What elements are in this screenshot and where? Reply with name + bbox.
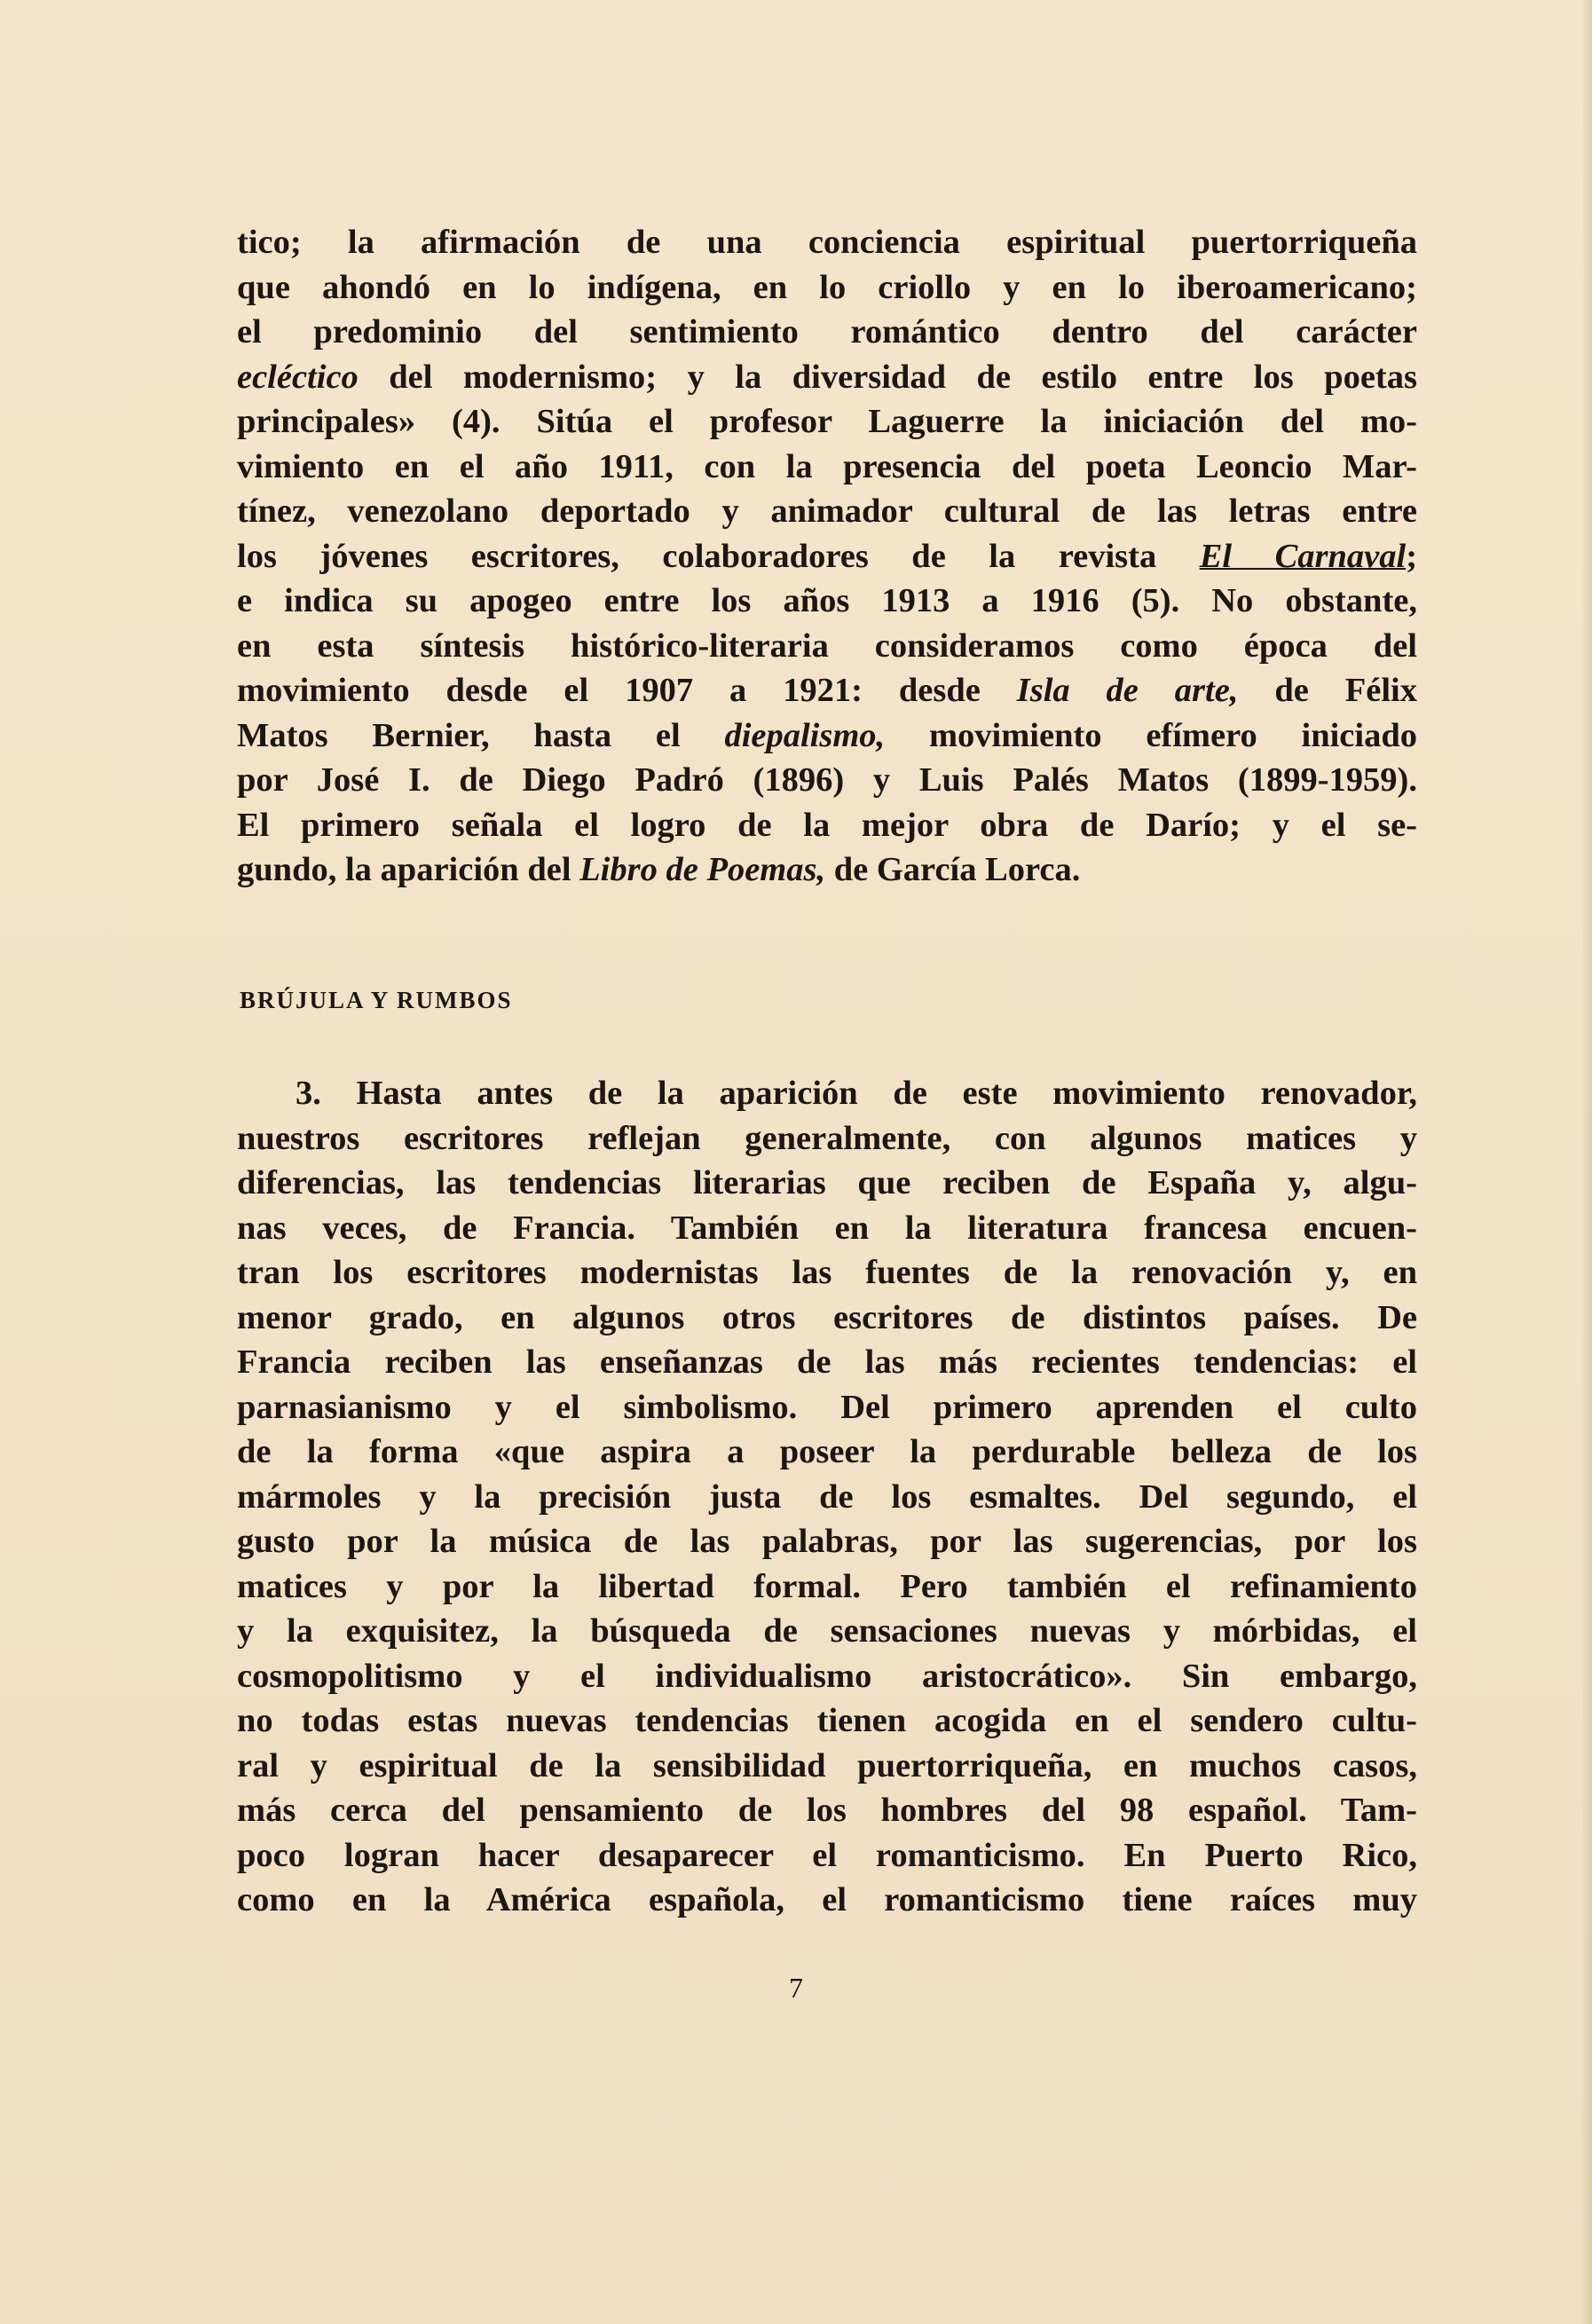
text-line: tínez, venezolano deportado y animador cultural de las letras entre <box>237 492 1417 530</box>
text-line: como en la América española, el romanticismo tiene raíces muy <box>237 1881 1417 1918</box>
text-line: el predominio del sentimiento romántico dentro del carácter <box>237 313 1417 351</box>
text-line: nas veces, de Francia. También en la literatura francesa encuen- <box>237 1209 1417 1247</box>
text-line: no todas estas nuevas tendencias tienen acogida en el sendero cultu- <box>237 1702 1417 1739</box>
text-line: vimiento en el año 1911, con la presencia del poeta Leoncio Mar- <box>237 447 1417 485</box>
text-line: los jóvenes escritores, colaboradores de la revista El Carnaval; <box>237 537 1418 575</box>
text-line: Matos Bernier, hasta el diepalismo, movimiento efímero iniciado <box>237 716 1418 754</box>
text-line: más cerca del pensamiento de los hombres del 98 español. Tam- <box>237 1792 1417 1829</box>
text-line: y la exquisitez, la búsqueda de sensaciones nuevas y mórbidas, el <box>237 1612 1417 1650</box>
text-line: movimiento desde el 1907 a 1921: desde Isla de arte, de Félix <box>237 672 1417 709</box>
paragraph-1 <box>237 220 1417 893</box>
text-line: nuestros escritores reflejan generalmente, con algunos matices y <box>237 1119 1417 1157</box>
text-line: gusto por la música de las palabras, por las sugerencias, por los <box>237 1523 1417 1560</box>
text-line: ecléctico del modernismo; y la diversidad de estilo entre los poetas <box>237 358 1417 396</box>
text-line: tico; la afirmación de una conciencia espiritual puertorriqueña <box>237 224 1417 261</box>
text-line: en esta síntesis histórico-literaria consideramos como época del <box>237 626 1417 665</box>
text-line: Francia reciben las enseñanzas de las más recientes tendencias: el <box>237 1343 1417 1381</box>
text-line: gundo, la aparición del Libro de Poemas, de García Lorca. <box>237 851 1081 888</box>
section-heading: BRÚJULA Y RUMBOS <box>240 987 513 1013</box>
text-line: que ahondó en lo indígena, en lo criollo y en lo iberoamericano; <box>237 268 1417 306</box>
text-line: por José I. de Diego Padró (1896) y Luis Palés Matos (1899-1959). <box>237 761 1417 799</box>
text-line: ral y espiritual de la sensibilidad puertorriqueña, en muchos casos, <box>237 1746 1417 1784</box>
text-line: El primero señala el logro de la mejor obra de Darío; y el se- <box>237 806 1417 844</box>
text-line: poco logran hacer desaparecer el romanticismo. En Puerto Rico, <box>237 1836 1417 1874</box>
text-line: principales» (4). Sitúa el profesor Laguerre la iniciación del mo- <box>237 403 1417 440</box>
text-line: menor grado, en algunos otros escritores de distintos países. De <box>237 1298 1417 1336</box>
text-line: cosmopolitismo y el individualismo aristocrático». Sin embargo, <box>237 1657 1417 1695</box>
text-line: mármoles y la precisión justa de los esmaltes. Del segundo, el <box>237 1477 1417 1516</box>
text-line: parnasianismo y el simbolismo. Del primero aprenden el culto <box>237 1388 1417 1426</box>
text-line: de la forma «que aspira a poseer la perdurable belleza de los <box>237 1433 1417 1470</box>
paragraph-2 <box>237 1071 1417 1923</box>
text-line: matices y por la libertad formal. Pero también el refinamiento <box>237 1567 1417 1605</box>
page-number: 7 <box>789 1972 803 2004</box>
text-line: tran los escritores modernistas las fuentes de la renovación y, en <box>237 1254 1417 1291</box>
text-line: diferencias, las tendencias literarias que reciben de España y, algu- <box>237 1164 1417 1201</box>
text-line: 3. Hasta antes de la aparición de este movimiento renovador, <box>296 1075 1417 1112</box>
text-line: e indica su apogeo entre los años 1913 a 1916 (5). No obstante, <box>237 582 1417 619</box>
